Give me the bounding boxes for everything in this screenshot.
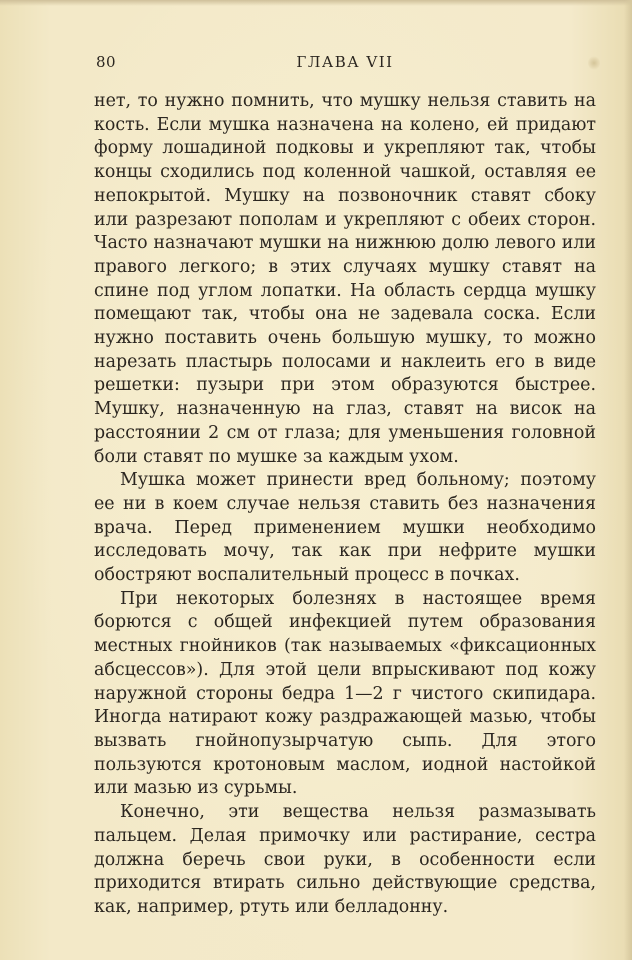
paragraph-1: нет, то нужно помнить, что мушку нельзя ставить на кость. Если мушка назначена на колено, ей придают форму лошадиной подковы и укрепляют так, чтобы концы сходились под коленной чашкой, оставляя ее непокрытой. Мушку на позвоночник ставят сбоку или разрезают пополам и укрепляют с обеих сторон. Часто назначают мушки на нижнюю долю левого или правого легкого; в этих случаях мушку ставят на спине под углом лопатки. На область сердца мушку помещают так, чтобы она не задевала соска. Если нужно поставить очень большую мушку, то можно нарезать пластырь полосами и наклеить его в виде решетки: пузыри при этом образуются быстрее. Мушку, назначенную на глаз, ставят на висок на расстоянии 2 см от глаза; для уменьшения головной боли ставят по мушке за каждым ухом. (94, 91, 596, 467)
body-text (94, 90, 596, 920)
page-header (96, 53, 594, 75)
page-number: 80 (96, 53, 117, 71)
chapter-title: ГЛАВА VII (296, 53, 394, 71)
paragraph-3: При некоторых болезнях в настоящее время борются с общей инфекцией путем образования местных гнойников (так называемых «фиксационных абсцессов»). Для этой цели впрыскивают под кожу наружной стороны бедра 1—2 г чистого скипидара. Иногда натирают кожу раздражающей мазью, чтобы вызвать гнойнопузырчатую сыпь. Для этого пользуются кротоновым маслом, иодной настойкой или мазью из сурьмы. (94, 588, 596, 799)
paragraph-2: Мушка может принести вред больному; поэтому ее ни в коем случае нельзя ставить без назначения врача. Перед применением мушки необходимо исследовать мочу, так как при нефрите мушки обостряют воспалительный процесс в почках. (94, 470, 596, 586)
paper-stain (588, 56, 600, 70)
page-right-edge (624, 0, 632, 960)
page-top-edge (0, 0, 632, 6)
paragraph-4: Конечно, эти вещества нельзя размазывать пальцем. Делая примочку или растирание, сестра должна беречь свои руки, в особенности если приходится втирать сильно действующие средства, как, например, ртуть или белладонну. (94, 802, 596, 917)
